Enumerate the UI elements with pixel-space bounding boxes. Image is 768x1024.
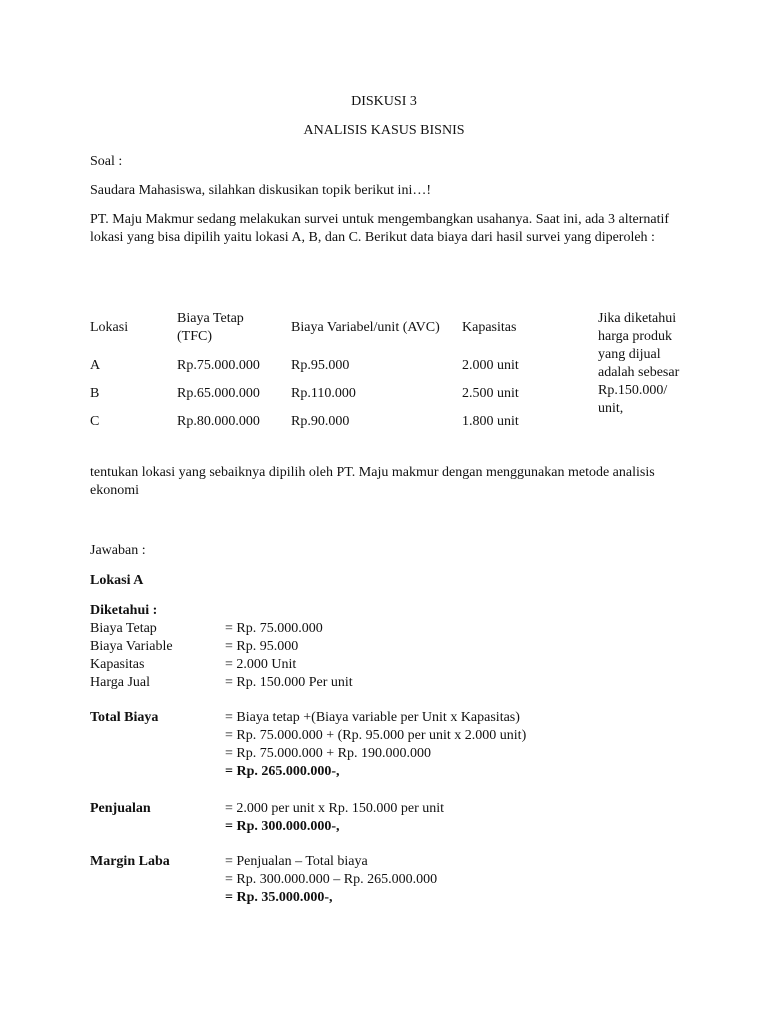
diketahui-label-item: Kapasitas — [90, 657, 145, 672]
table-cell: Rp.75.000.000 — [177, 358, 260, 373]
table-cell: Rp.95.000 — [291, 358, 350, 373]
table-cell: A — [90, 358, 101, 373]
calc-line: = Rp. 300.000.000 – Rp. 265.000.000 — [225, 872, 438, 887]
calc-line: = Biaya tetap +(Biaya variable per Unit x Kapasitas) — [225, 710, 520, 725]
diketahui-label-item: Biaya Variable — [90, 639, 173, 654]
total-biaya-label: Total Biaya — [90, 710, 159, 725]
table-price-note: Jika diketahui harga produk yang dijual adalah sebesar Rp.150.000/ unit, — [598, 311, 680, 416]
calc-line: = 2.000 per unit x Rp. 150.000 per unit — [225, 801, 445, 816]
jawaban-label: Jawaban : — [90, 543, 146, 558]
table-header-avc: Biaya Variabel/unit (AVC) — [291, 320, 440, 335]
table-cell: C — [90, 414, 100, 429]
question-text: tentukan lokasi yang sebaiknya dipilih oleh PT. Maju makmur dengan menggunakan metode analisis ekonomi — [90, 465, 655, 498]
diketahui-label-item: Biaya Tetap — [90, 621, 157, 636]
table-cell: Rp.110.000 — [291, 386, 356, 401]
table-cell: B — [90, 386, 100, 401]
diketahui-value-item: = Rp. 75.000.000 — [225, 621, 323, 636]
diketahui-value-item: = 2.000 Unit — [225, 657, 297, 672]
intro-text: Saudara Mahasiswa, silahkan diskusikan topik berikut ini…! — [90, 183, 431, 198]
diketahui-value-item: = Rp. 150.000 Per unit — [225, 675, 353, 690]
lokasi-heading: Lokasi A — [90, 573, 144, 588]
table-cell: 2.000 unit — [462, 358, 519, 373]
diketahui-label-item: Harga Jual — [90, 675, 150, 690]
table-header-lokasi: Lokasi — [90, 320, 129, 335]
diketahui-value-item: = Rp. 95.000 — [225, 639, 299, 654]
table-cell: 2.500 unit — [462, 386, 519, 401]
calc-line: = Penjualan – Total biaya — [225, 854, 368, 869]
margin-label: Margin Laba — [90, 854, 170, 869]
diketahui-label: Diketahui : — [90, 603, 158, 618]
soal-label: Soal : — [90, 154, 123, 169]
table-cell: Rp.90.000 — [291, 414, 350, 429]
table-cell: Rp.80.000.000 — [177, 414, 260, 429]
table-cell: 1.800 unit — [462, 414, 519, 429]
penjualan-label: Penjualan — [90, 801, 151, 816]
total-biaya-result: = Rp. 265.000.000-, — [225, 764, 340, 779]
calc-line: = Rp. 75.000.000 + (Rp. 95.000 per unit x 2.000 unit) — [225, 728, 527, 743]
calc-line: = Rp. 75.000.000 + Rp. 190.000.000 — [225, 746, 431, 761]
table-header-kapasitas: Kapasitas — [462, 320, 517, 335]
table-cell: Rp.65.000.000 — [177, 386, 260, 401]
penjualan-result: = Rp. 300.000.000-, — [225, 819, 340, 834]
doc-title: DISKUSI 3 — [351, 94, 417, 109]
margin-result: = Rp. 35.000.000-, — [225, 890, 333, 905]
doc-subtitle: ANALISIS KASUS BISNIS — [303, 123, 465, 138]
problem-paragraph: PT. Maju Makmur sedang melakukan survei untuk mengembangkan usahanya. Saat ini, ada 3 alternatif lokasi yang bisa dipilih yaitu lokasi A, B, dan C. Berikut data biaya dari hasil survei yang diperoleh : — [90, 212, 670, 245]
table-header-tfc: Biaya Tetap (TFC) — [177, 311, 244, 344]
